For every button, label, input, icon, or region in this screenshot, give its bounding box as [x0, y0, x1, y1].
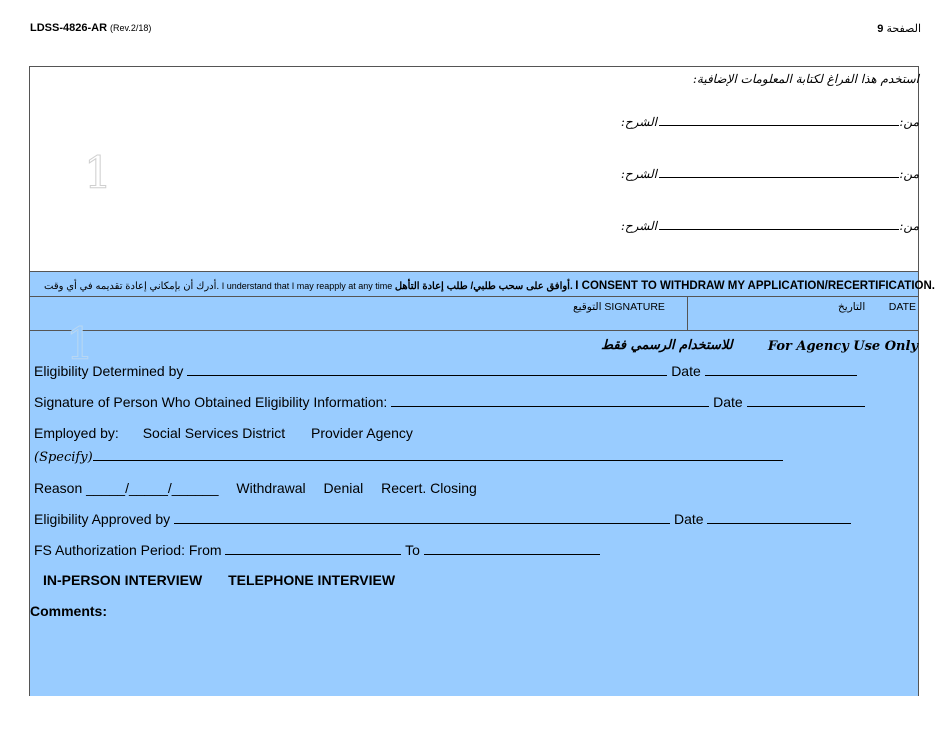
form-revision: (Rev.2/18)	[110, 23, 152, 33]
reason-field[interactable]: Reason _____/_____/______	[34, 480, 219, 496]
eligibility-approved-field[interactable]	[174, 511, 670, 524]
consent-statement: أدرك أن بإمكاني إعادة تقديمه في أي وقت. I understand that I may reapply at any time أوافق على سحب طلبي/ طلب إعادة التأهل. I CONSENT TO WITHDRAW MY APPLICATION/RECERTIFICATION.	[44, 280, 935, 292]
interview-type-row	[43, 572, 395, 588]
specify-field[interactable]	[93, 448, 783, 461]
signature-obtained-field[interactable]	[391, 394, 709, 407]
reason-row	[34, 480, 477, 496]
explanation-row: من: الشرح:	[620, 167, 919, 181]
consent-section	[30, 271, 935, 330]
from-field[interactable]	[659, 167, 899, 178]
agency-title: For Agency Use Only	[767, 339, 918, 354]
reason-withdrawal[interactable]: Withdrawal	[236, 480, 306, 496]
signature-label: التوقيع SIGNATURE	[573, 301, 665, 313]
comments-label: Comments:	[30, 603, 108, 619]
interview-telephone[interactable]: TELEPHONE INTERVIEW	[228, 572, 396, 588]
additional-info-instruction: استخدم هذا الفراغ لكتابة المعلومات الإضافية:	[692, 72, 919, 86]
signature-obtained-row: Signature of Person Who Obtained Eligibility Information: Date	[34, 394, 865, 410]
reason-recert-closing[interactable]: Recert. Closing	[381, 480, 477, 496]
specify-row: (Specify)	[34, 448, 783, 465]
date-label-ar: التاريخ	[838, 301, 866, 313]
fs-period-row: FS Authorization Period: From To	[34, 542, 600, 558]
date-field[interactable]	[688, 296, 918, 331]
fs-period-from-field[interactable]	[225, 542, 401, 555]
interview-in-person[interactable]: IN-PERSON INTERVIEW	[43, 572, 203, 588]
explanation-row: من: الشرح:	[620, 219, 919, 233]
watermark-number: 1	[66, 319, 94, 370]
agency-title-ar: للاستخدام الرسمي فقط	[601, 338, 733, 353]
employer-option-district[interactable]: Social Services District	[142, 425, 286, 441]
eligibility-determined-row: Eligibility Determined by Date	[34, 363, 857, 379]
from-field[interactable]	[659, 219, 899, 230]
reason-denial[interactable]: Denial	[323, 480, 364, 496]
form-code: LDSS-4826-AR (Rev.2/18)	[30, 22, 152, 34]
watermark-number: 1	[84, 148, 112, 199]
from-field[interactable]	[659, 115, 899, 126]
eligibility-determined-date[interactable]	[705, 363, 857, 376]
date-label-en: DATE	[888, 301, 916, 313]
explanation-row: من: الشرح:	[620, 115, 919, 129]
eligibility-approved-date[interactable]	[707, 511, 851, 524]
agency-use-section	[30, 319, 918, 696]
comments-field[interactable]	[30, 623, 918, 693]
signature-field[interactable]	[30, 296, 688, 331]
eligibility-determined-field[interactable]	[187, 363, 667, 376]
employed-by-row: Employed by: Social Services District Provider Agency	[34, 425, 413, 441]
fs-period-to-field[interactable]	[424, 542, 600, 555]
page-number: الصفحة 9	[877, 23, 921, 35]
eligibility-approved-row: Eligibility Approved by Date	[34, 511, 851, 527]
employer-option-provider[interactable]: Provider Agency	[310, 425, 413, 441]
signature-obtained-date[interactable]	[747, 394, 865, 407]
